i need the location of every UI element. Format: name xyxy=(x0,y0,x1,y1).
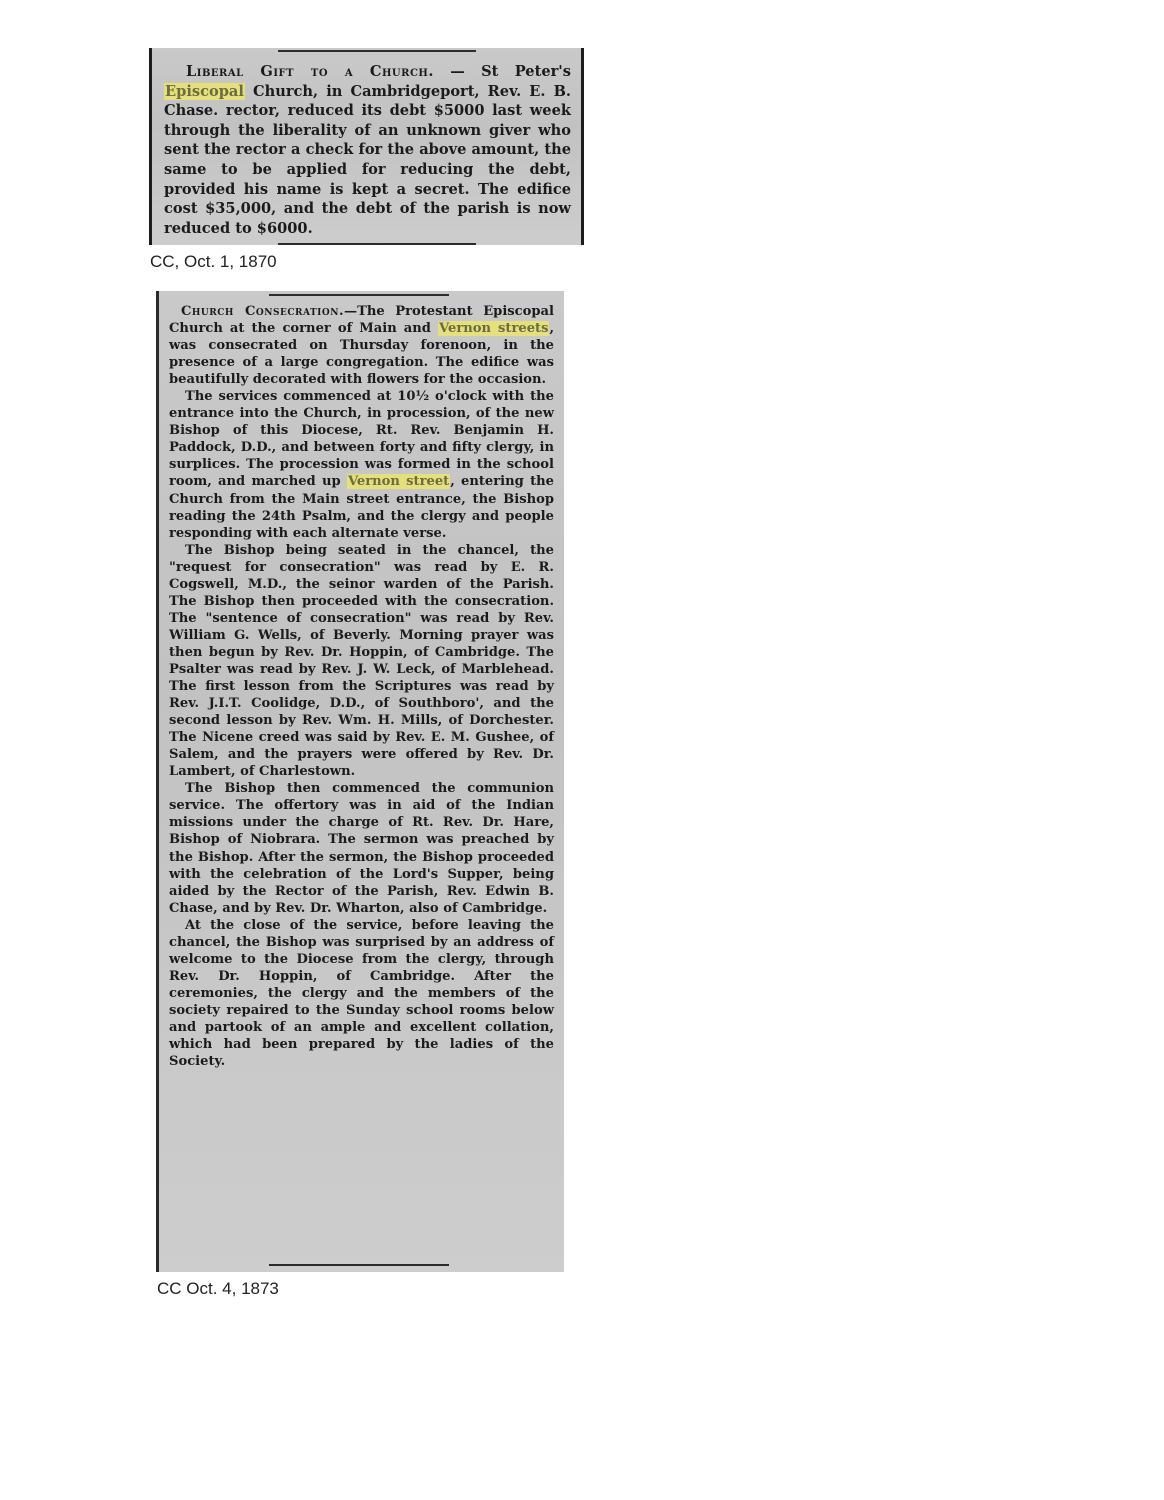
clipping-1873-paragraph-2 xyxy=(169,388,554,541)
clipping-bottom-rule xyxy=(278,243,476,245)
clipping-1873-caption: CC Oct. 4, 1873 xyxy=(157,1279,279,1298)
paragraph-2-lead: The services commenced at 10½ o'clock with the entrance into the Church, in procession, of the new Bishop of this Diocese, Rt. Rev. Benjamin H. Paddock, D.D., and between forty and fifty clergy, in surplices. The procession was formed in the school room, and marched up xyxy=(169,389,554,490)
clipping-1873-paragraph-4: The Bishop then commenced the communion service. The offertory was in aid of the Indian missions under the charge of Rt. Rev. Dr. Hare, Bishop of Niobrara. The sermon was preached by the Bishop. After the sermon, the Bishop proceeded with the celebration of the Lord's Supper, being aided by the Rector of the Parish, Rev. Edwin B. Chase, and by Rev. Dr. Wharton, also of Cambridge. xyxy=(169,781,554,916)
clipping-1873-paragraph-1 xyxy=(169,303,554,388)
newspaper-clipping-1870 xyxy=(149,48,584,245)
newspaper-clipping-1873 xyxy=(156,291,564,1272)
clipping-top-rule xyxy=(269,294,449,296)
clipping-1870-body: Church, in Cambridgeport, Rev. E. B. Chase. rector, reduced its debt $5000 last week through the liberality of an unknown giver who sent the rector a check for the above amount, the same to be applied for reducing the debt, provided his name is kept a secret. The edifice cost $35,000, and the debt of the parish is now reduced to $6000. xyxy=(164,82,571,237)
highlighted-term-vernon-street: Vernon street xyxy=(347,474,450,490)
headline-dash: — xyxy=(433,63,482,80)
highlighted-term-vernon-streets: Vernon streets xyxy=(439,321,549,337)
clipping-bottom-rule xyxy=(269,1264,449,1266)
clipping-1873-paragraph-3: The Bishop being seated in the chancel, the "request for consecration" was read by E. R. Cogswell, M.D., the seinor warden of the Parish. The Bishop then proceeded with the consecration. The "sentence of consecration" was read by Rev. William G. Wells, of Beverly. Morning prayer was then begun by Rev. Dr. Hoppin, of Cambridge. The Psalter was read by Rev. J. W. Leck, of Marblehead. The first lesson from the Scriptures was read by Rev. J.I.T. Coolidge, D.D., of Southboro', and the second lesson by Rev. Wm. H. Mills, of Dorchester. The Nicene creed was said by Rev. E. M. Gushee, of Salem, and the prayers were offered by Rev. Dr. Lambert, of Charlestown. xyxy=(169,542,554,780)
clipping-1870-headline: Liberal Gift to a Church. xyxy=(186,63,434,80)
clipping-1873-headline: Church Consecration. xyxy=(181,304,345,319)
clipping-1870-lead: St Peter's xyxy=(481,63,571,80)
paragraph-2-rest: , entering the Church from the Main street entrance, the Bishop reading the 24th Psalm, and the clergy and people responding with each alternate verse. xyxy=(169,474,554,541)
clipping-1870-caption: CC, Oct. 1, 1870 xyxy=(150,252,277,271)
paragraph-1-lead: —The Protestant Episcopal Church at the corner of Main and xyxy=(169,304,554,337)
paragraph-1-rest: , was consecrated on Thursday forenoon, in the presence of a large congregation. The edifice was beautifully decorated with flowers for the occasion. xyxy=(169,321,555,388)
clipping-1873-paragraph-5: At the close of the service, before leaving the chancel, the Bishop was surprised by an address of welcome to the Diocese from the clergy, through Rev. Dr. Hoppin, of Cambridge. After the ceremonies, the clergy and the members of the society repaired to the Sunday school rooms below and partook of an ample and excellent collation, which had been prepared by the ladies of the Society. xyxy=(169,917,554,1070)
clipping-1870-text xyxy=(164,62,571,238)
highlighted-term-episcopal: Episcopal xyxy=(165,82,244,100)
clipping-top-rule xyxy=(278,50,476,52)
